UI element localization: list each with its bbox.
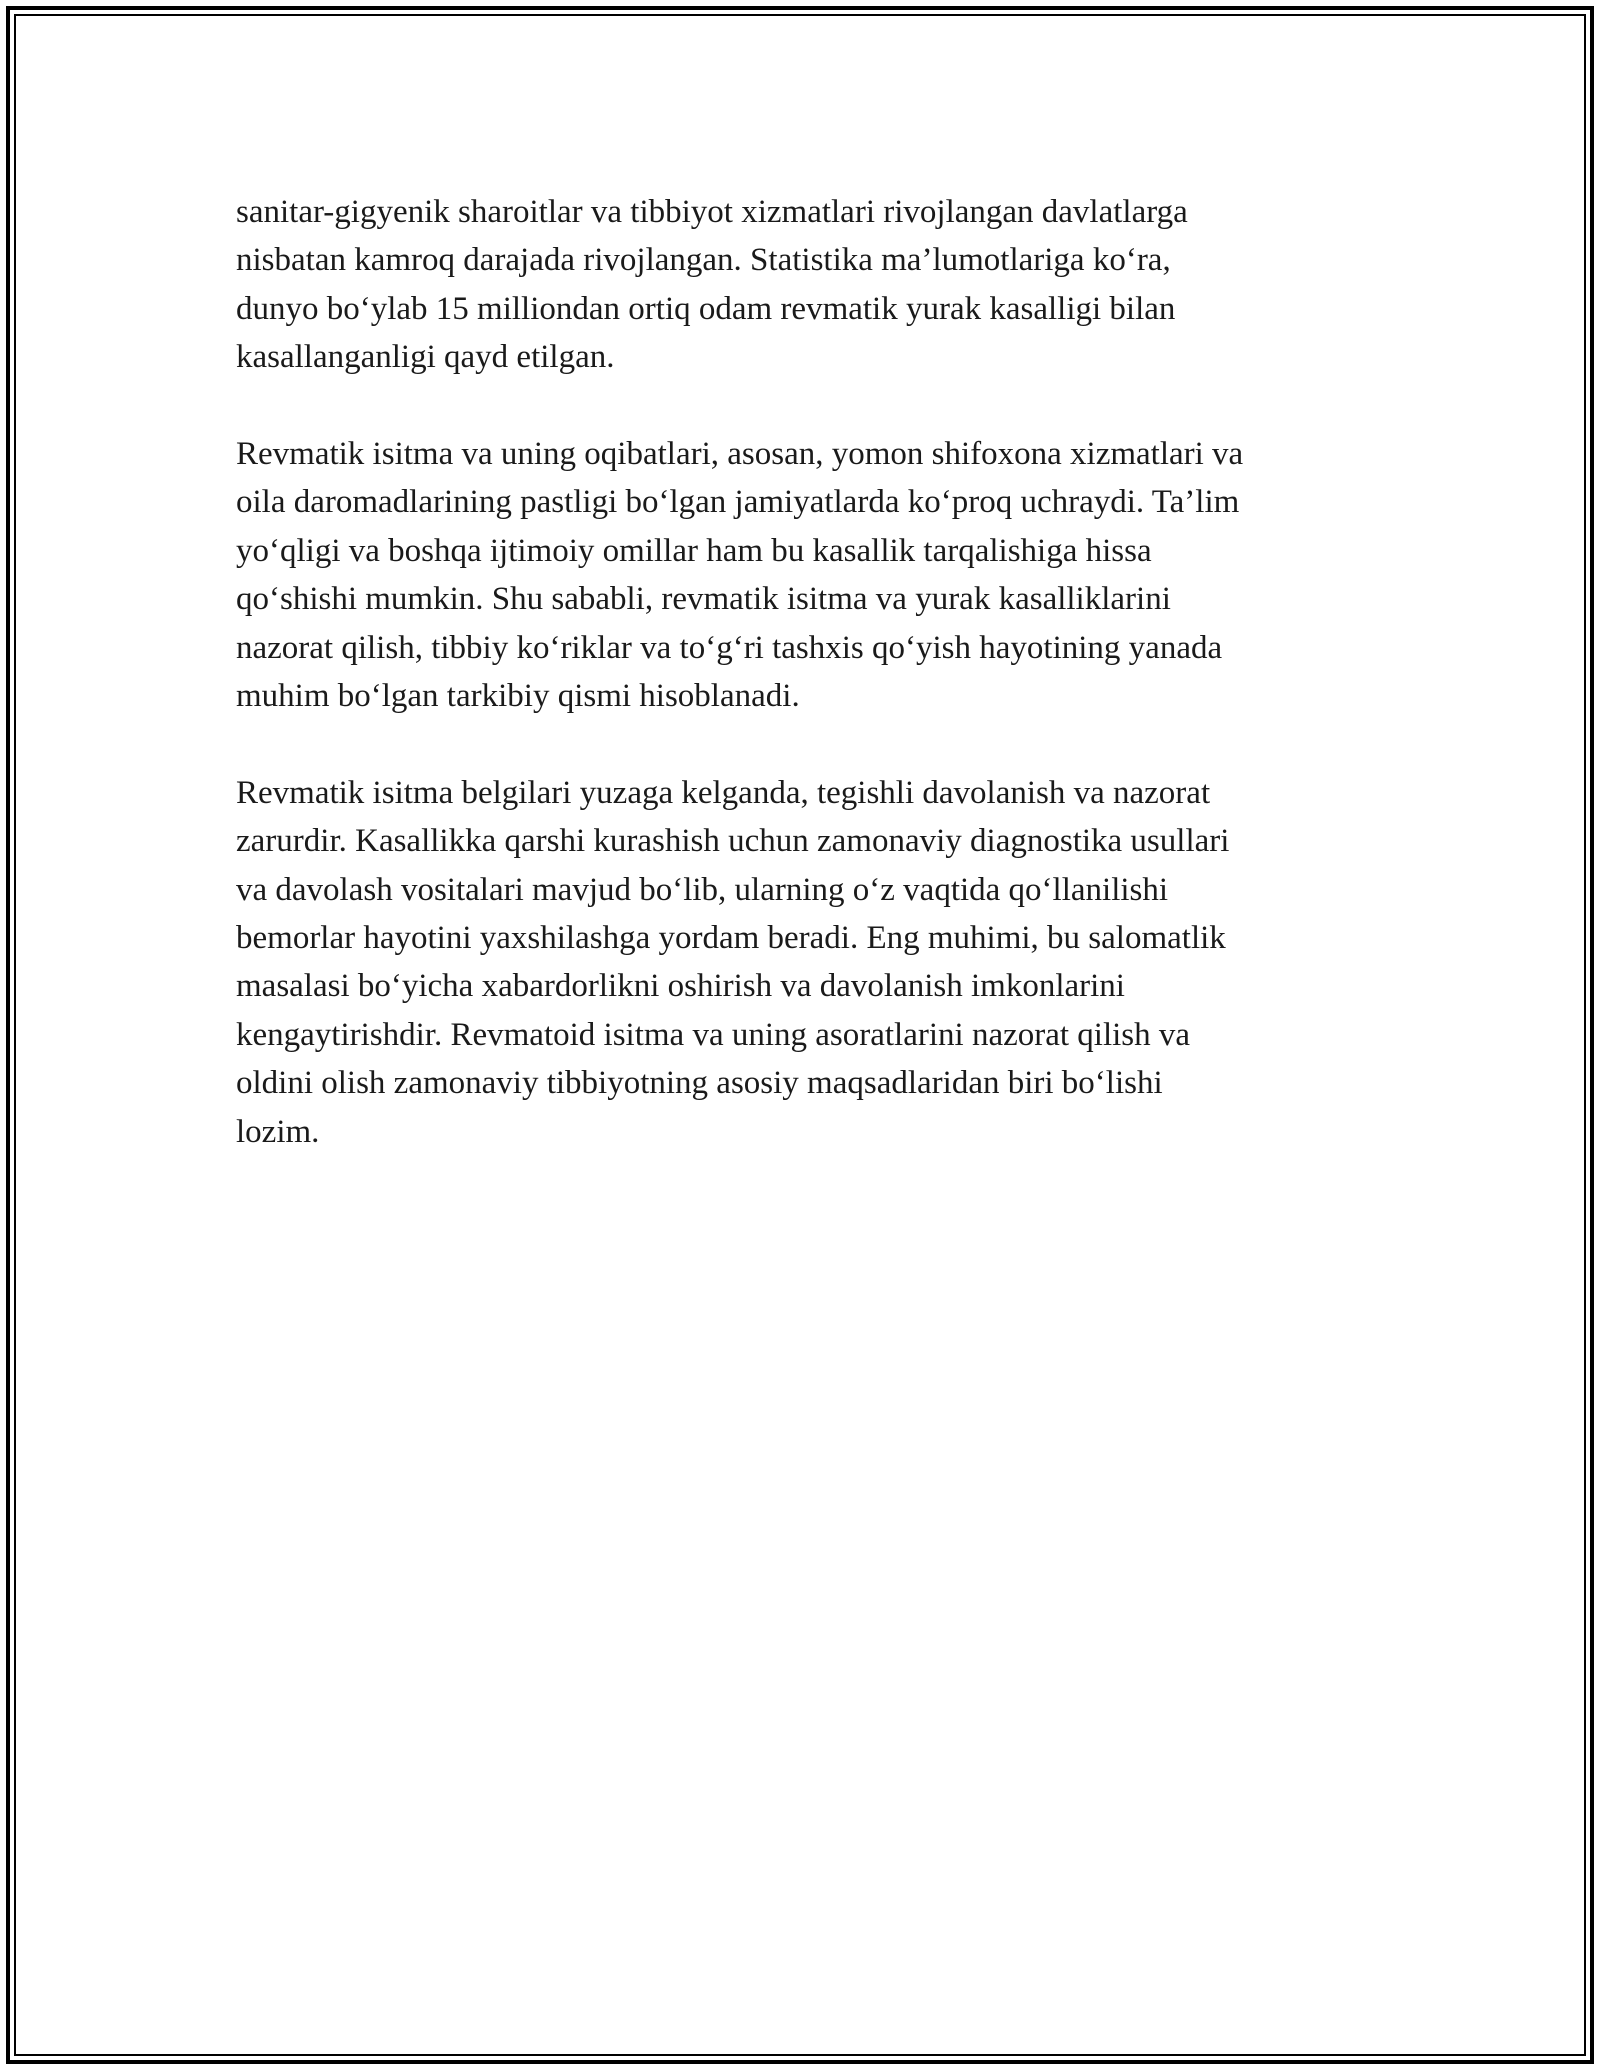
text-line: kasallanganligi qayd etilgan.: [236, 339, 615, 376]
document-body: [236, 188, 1366, 1204]
text-line: lozim.: [236, 1113, 320, 1150]
paragraph-1: [236, 188, 1366, 382]
text-line: qo‘shishi mumkin. Shu sababli, revmatik isitma va yurak kasalliklarini: [236, 581, 1171, 618]
text-line: Revmatik isitma va uning oqibatlari, asosan, yomon shifoxona xizmatlari va: [236, 436, 1244, 473]
text-line: zarurdir. Kasallikka qarshi kurashish uchun zamonaviy diagnostika usullari: [236, 823, 1230, 860]
text-line: kengaytirishdir. Revmatoid isitma va uning asoratlarini nazorat qilish va: [236, 1016, 1191, 1053]
text-line: bemorlar hayotini yaxshilashga yordam beradi. Eng muhimi, bu salomatlik: [236, 920, 1226, 957]
paragraph-3: [236, 769, 1366, 1156]
text-line: oldini olish zamonaviy tibbiyotning asosiy maqsadlaridan biri bo‘lishi: [236, 1065, 1163, 1102]
text-line: dunyo bo‘ylab 15 milliondan ortiq odam revmatik yurak kasalligi bilan: [236, 290, 1176, 327]
text-line: yo‘qligi va boshqa ijtimoiy omillar ham bu kasallik tarqalishiga hissa: [236, 532, 1152, 569]
text-line: Revmatik isitma belgilari yuzaga kelganda, tegishli davolanish va nazorat: [236, 774, 1211, 811]
text-line: muhim bo‘lgan tarkibiy qismi hisoblanadi.: [236, 678, 800, 715]
text-line: nazorat qilish, tibbiy ko‘riklar va to‘g‘ri tashxis qo‘yish hayotining yanada: [236, 629, 1223, 666]
text-line: masalasi bo‘yicha xabardorlikni oshirish va davolanish imkonlarini: [236, 968, 1125, 1005]
text-line: nisbatan kamroq darajada rivojlangan. Statistika ma’lumotlariga ko‘ra,: [236, 242, 1171, 279]
paragraph-2: [236, 430, 1366, 720]
text-line: oila daromadlarining pastligi bo‘lgan jamiyatlarda ko‘proq uchraydi. Ta’lim: [236, 484, 1240, 521]
text-line: va davolash vositalari mavjud bo‘lib, ularning o‘z vaqtida qo‘llanilishi: [236, 871, 1169, 908]
text-line: sanitar-gigyenik sharoitlar va tibbiyot xizmatlari rivojlangan davlatlarga: [236, 194, 1188, 230]
